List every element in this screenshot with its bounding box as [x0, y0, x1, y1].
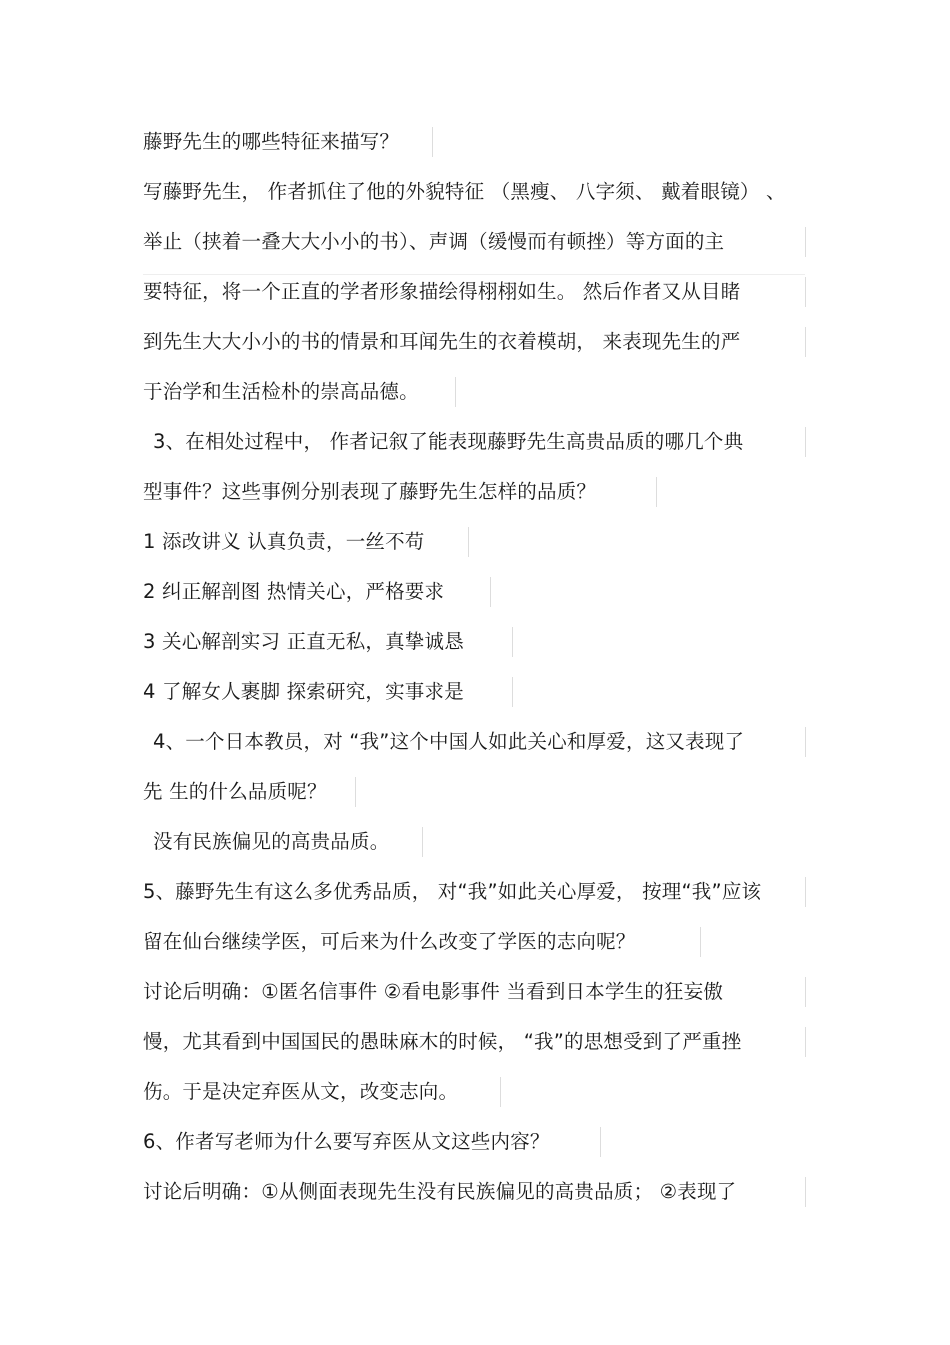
line-edge [355, 777, 356, 807]
text-line: 4、一个日本教员，对 “我”这个中国人如此关心和厚爱，这又表现了 [153, 730, 745, 753]
text-line: 慢，尤其看到中国国民的愚昧麻木的时候， “我”的思想受到了严重挫 [143, 1030, 742, 1053]
line-edge [805, 327, 806, 357]
line-edge [805, 427, 806, 457]
line-edge [500, 1077, 501, 1107]
text-line: 写藤野先生， 作者抓住了他的外貌特征 （黑瘦、 八字须、 戴着眼镜） 、 [143, 180, 786, 203]
line-edge [455, 377, 456, 407]
line-edge [805, 977, 806, 1007]
line-edge [805, 1177, 806, 1207]
line-edge [656, 477, 657, 507]
line-edge [805, 1027, 806, 1057]
line-edge [805, 727, 806, 757]
text-line: 到先生大大小小的书的情景和耳闻先生的衣着模胡， 来表现先生的严 [143, 330, 741, 353]
text-line: 型事件？这些事例分别表现了藤野先生怎样的品质？ [143, 480, 597, 503]
text-line: 1 添改讲义 认真负责，一丝不苟 [143, 530, 425, 553]
line-edge [422, 827, 423, 857]
text-line: 藤野先生的哪些特征来描写？ [143, 130, 400, 153]
text-line: 于治学和生活检朴的崇高品德。 [143, 380, 419, 403]
text-line: 没有民族偏见的高贵品质。 [153, 830, 390, 853]
line-edge [468, 527, 469, 557]
text-line: 4 了解女人裹脚 探索研究，实事求是 [143, 680, 464, 703]
text-line: 先 生的什么品质呢？ [143, 780, 327, 803]
line-edge [432, 127, 433, 157]
text-line: 3、在相处过程中， 作者记叙了能表现藤野先生高贵品质的哪几个典 [153, 430, 744, 453]
text-line: 要特征，将一个正直的学者形象描绘得栩栩如生。 然后作者又从目睹 [143, 280, 741, 303]
text-line: 2 纠正解剖图 热情关心，严格要求 [143, 580, 445, 603]
line-edge [512, 627, 513, 657]
line-edge [600, 1127, 601, 1157]
text-line: 3 关心解剖实习 正直无私，真挚诚恳 [143, 630, 464, 653]
text-line: 举止（挟着一叠大大小小的书）、声调（缓慢而有顿挫）等方面的主 [143, 230, 725, 253]
line-edge [512, 677, 513, 707]
line-edge [490, 577, 491, 607]
text-line: 留在仙台继续学医，可后来为什么改变了学医的志向呢？ [143, 930, 636, 953]
line-edge [805, 277, 806, 307]
text-line: 讨论后明确：①匿名信事件 ②看电影事件 当看到日本学生的狂妄傲 [143, 980, 724, 1003]
line-edge [805, 877, 806, 907]
line-edge [805, 227, 806, 257]
line-divider [143, 274, 805, 275]
text-line: 讨论后明确：①从侧面表现先生没有民族偏见的高贵品质； ②表现了 [143, 1180, 737, 1203]
text-line: 5、藤野先生有这么多优秀品质， 对“我”如此关心厚爱， 按理“我”应该 [143, 880, 762, 903]
text-line: 6、作者写老师为什么要写弃医从文这些内容？ [143, 1130, 550, 1153]
line-edge [700, 927, 701, 957]
text-line: 伤。于是决定弃医从文，改变志向。 [143, 1080, 459, 1103]
